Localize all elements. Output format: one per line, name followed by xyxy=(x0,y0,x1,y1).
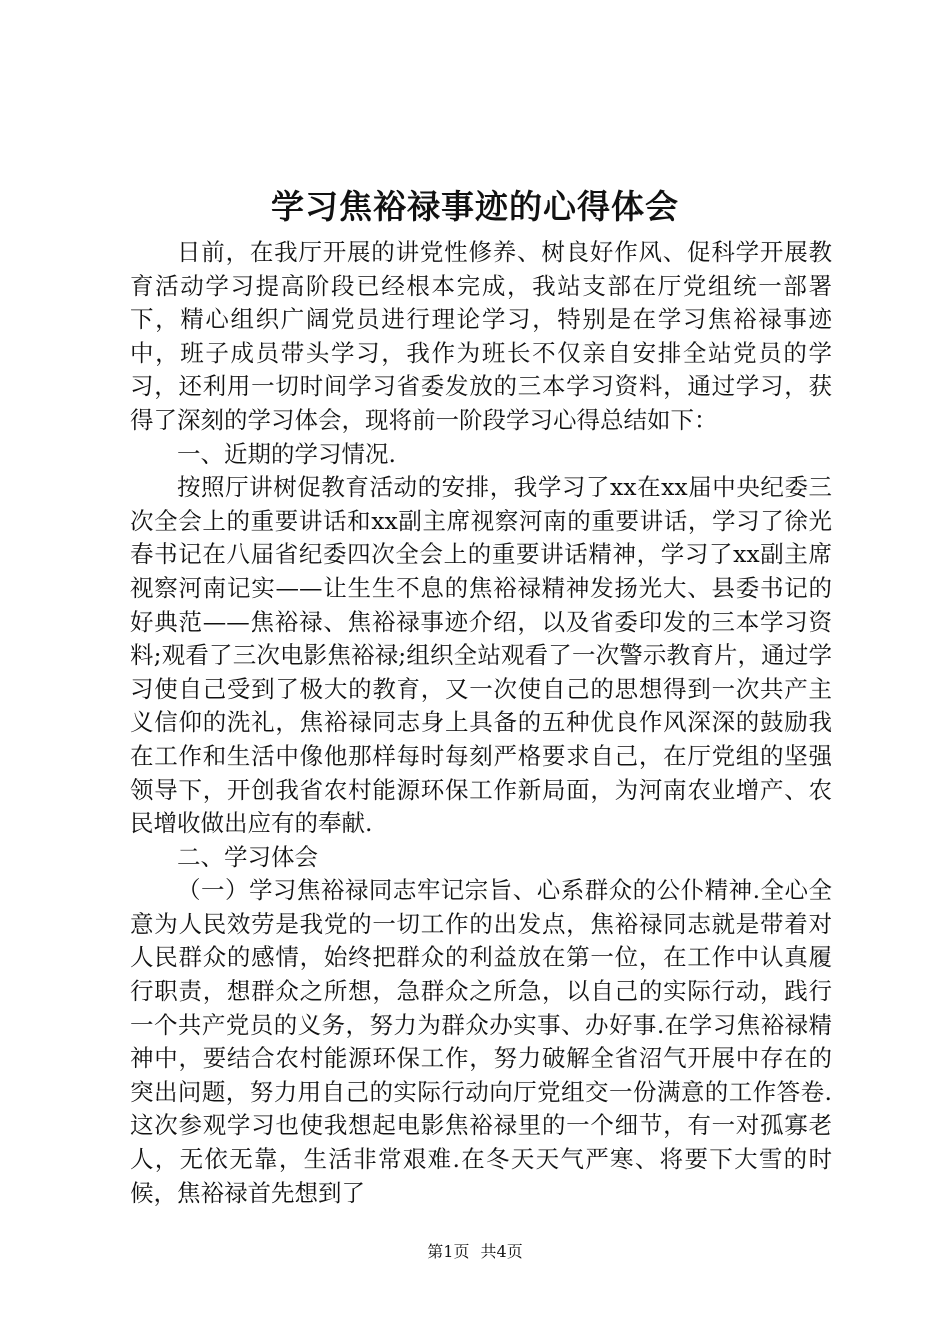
document-title: 学习焦裕禄事迹的心得体会 xyxy=(271,187,679,226)
paragraph-experience-1: （一）学习焦裕禄同志牢记宗旨、心系群众的公仆精神.全心全意为人民效劳是我党的一切工作的出发点，焦裕禄同志就是带着对人民群众的感情，始终把群众的利益放在第一位，在工作中认真履行职责，想群众之所想，急群众之所急，以自己的实际行动，践行一个共产党员的义务，努力为群众办实事、办好事.在学习焦裕禄精神中，要结合农村能源环保工作，努力破解全省沼气开展中存在的突出问题，努力用自己的实际行动向厅党组交一份满意的工作答卷.这次参观学习也使我想起电影焦裕禄里的一个细节，有一对孤寡老人，无依无靠，生活非常艰难.在冬天天气严寒、将要下大雪的时候，焦裕禄首先想到了 xyxy=(130,876,832,1207)
page-number-footer: 第1页 共4页 xyxy=(427,1242,523,1261)
document-body xyxy=(130,236,832,1210)
paragraph-study-situation: 按照厅讲树促教育活动的安排，我学习了xx在xx届中央纪委三次全会上的重要讲话和xx副主席视察河南的重要讲话，学习了徐光春书记在八届省纪委四次全会上的重要讲话精神，学习了xx副主席视察河南记实——让生生不息的焦裕禄精神发扬光大、县委书记的好典范——焦裕禄、焦裕禄事迹介绍，以及省委印发的三本学习资料;观看了三次电影焦裕禄;组织全站观看了一次警示教育片，通过学习使自己受到了极大的教育，又一次使自己的思想得到一次共产主义信仰的洗礼，焦裕禄同志身上具备的五种优良作风深深的鼓励我在工作和生活中像他那样每时每刻严格要求自己，在厅党组的坚强领导下，开创我省农村能源环保工作新局面，为河南农业增产、农民增收做出应有的奉献. xyxy=(130,473,832,838)
section-heading-1: 一、近期的学习情况. xyxy=(177,439,396,468)
paragraph-intro: 日前，在我厅开展的讲党性修养、树良好作风、促科学开展教育活动学习提高阶段已经根本完成，我站支部在厅党组统一部署下，精心组织广阔党员进行理论学习，特别是在学习焦裕禄事迹中，班子成员带头学习，我作为班长不仅亲自安排全站党员的学习，还利用一切时间学习省委发放的三本学习资料，通过学习，获得了深刻的学习体会，现将前一阶段学习心得总结如下： xyxy=(130,238,832,434)
section-heading-2: 二、学习体会 xyxy=(177,842,318,871)
